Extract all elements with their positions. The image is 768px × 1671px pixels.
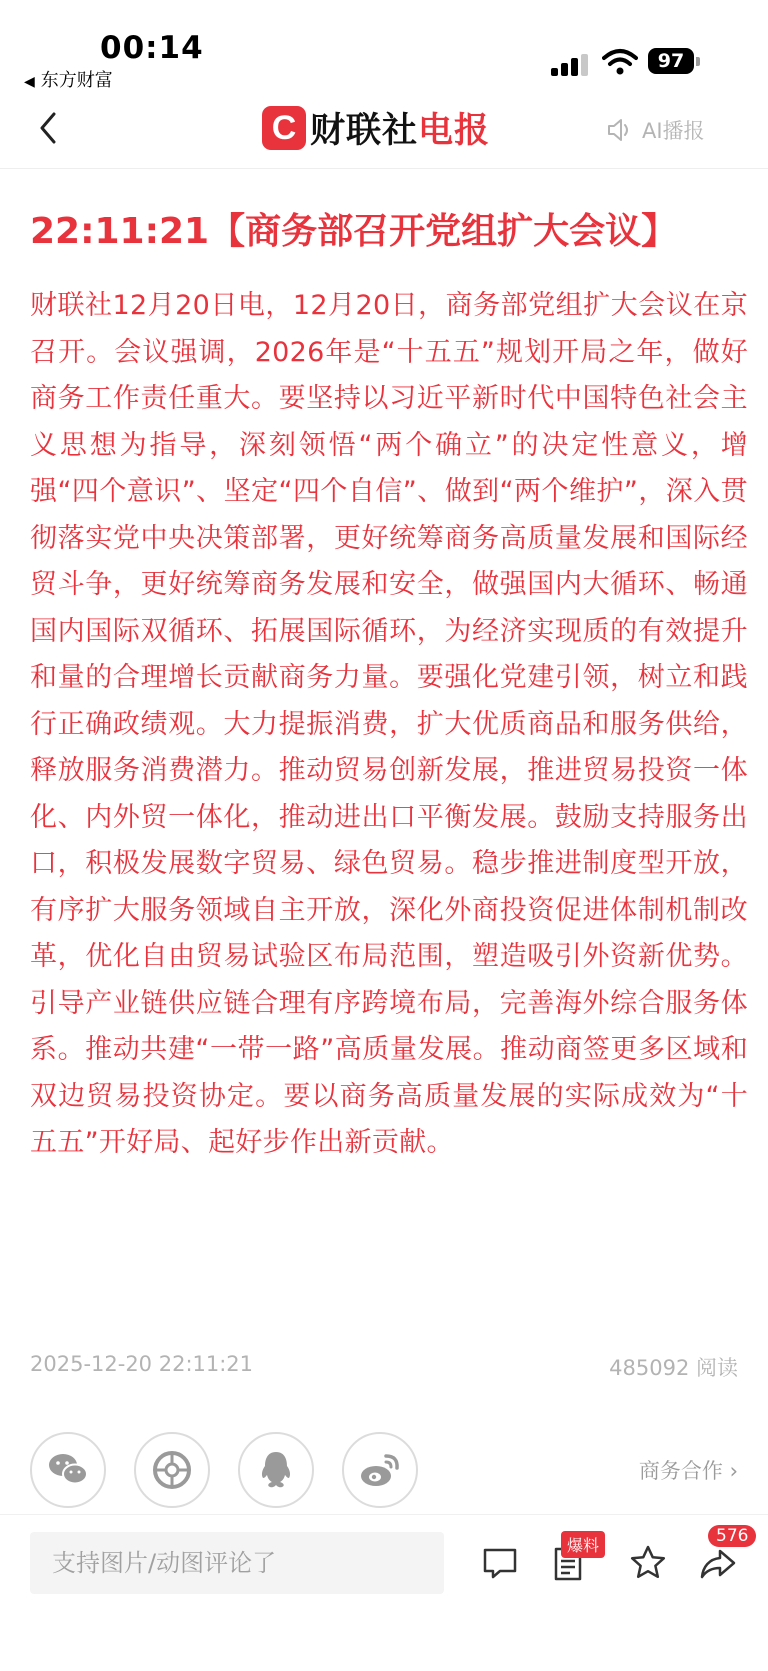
- back-app-label: 东方财富: [40, 70, 113, 91]
- qq-icon: [256, 1448, 296, 1492]
- battery-level: 97: [648, 48, 694, 74]
- comment-input[interactable]: 支持图片/动图评论了: [30, 1532, 444, 1594]
- status-bar: [0, 0, 768, 92]
- wechat-icon: [46, 1450, 90, 1490]
- back-button[interactable]: [30, 106, 70, 150]
- article-headline: 22:11:21【商务部召开党组扩大会议】: [30, 211, 678, 252]
- tip-off-badge: 爆料: [561, 1531, 605, 1558]
- nav-bar: [0, 92, 768, 169]
- weibo-icon: [358, 1450, 402, 1490]
- app-logo: [262, 102, 490, 154]
- back-to-app-link[interactable]: [24, 66, 113, 92]
- share-weibo-button[interactable]: [342, 1432, 418, 1508]
- share-qq-button[interactable]: [238, 1432, 314, 1508]
- ai-broadcast-label: AI播报: [642, 119, 705, 143]
- share-wechat-button[interactable]: [30, 1432, 106, 1508]
- business-cooperation-link[interactable]: 商务合作 ›: [638, 1459, 738, 1483]
- share-moments-button[interactable]: [134, 1432, 210, 1508]
- wifi-icon: [602, 48, 638, 76]
- article-datetime: 2025-12-20 22:11:21: [30, 1352, 254, 1376]
- status-time: 00:14: [100, 30, 204, 66]
- signal-icon: [551, 52, 591, 76]
- battery-icon: [648, 48, 700, 76]
- moments-icon: [150, 1448, 194, 1492]
- star-icon: [628, 1543, 668, 1583]
- share-button[interactable]: [698, 1543, 738, 1583]
- bottom-bar: [0, 1514, 768, 1671]
- speaker-icon: [606, 116, 634, 144]
- logo-text-part2: 电报: [418, 111, 491, 151]
- back-triangle-icon: ◀: [24, 74, 35, 90]
- article-body: 财联社12月20日电，12月20日，商务部党组扩大会议在京召开。会议强调，2026年是“十五五”规划开局之年，做好商务工作责任重大。要坚持以习近平新时代中国特色社会主义思想为指导，深刻领悟“两个确立”的决定性意义，增强“四个意识”、坚定“四个自信”、做到“两个维护”，深入贯彻落实党中央决策部署，更好统筹商务高质量发展和国际经贸斗争，更好统筹商务发展和安全，做强国内大循环、畅通国内国际双循环、拓展国际循环，为经济实现质的有效提升和量的合理增长贡献商务力量。要强化党建引领，树立和践行正确政绩观。大力提振消费，扩大优质商品和服务供给，释放服务消费潜力。推动贸易创新发展，推进贸易投资一体化、内外贸一体化，推动进出口平衡发展。鼓励支持服务出口，积极发展数字贸易、绿色贸易。稳步推进制度型开放，有序扩大服务领域自主开放，深化外商投资促进体制机制改革，优化自由贸易试验区布局范围，塑造吸引外资新优势。引导产业链供应链合理有序跨境布局，完善海外综合服务体系。推动共建“一带一路”高质量发展。推动商签更多区域和双边贸易投资协定。要以商务高质量发展的实际成效为“十五五”开好局、起好步作出新贡献。: [30, 290, 748, 1158]
- ai-broadcast-button[interactable]: [606, 114, 705, 146]
- comment-button[interactable]: [480, 1543, 520, 1583]
- chevron-left-icon: [30, 106, 70, 150]
- logo-text-part1: 财联社: [310, 111, 419, 151]
- favorite-button[interactable]: [628, 1543, 668, 1583]
- share-count-badge: 576: [708, 1525, 756, 1547]
- logo-text: [310, 103, 490, 153]
- read-count: 485092 阅读: [609, 1356, 738, 1380]
- logo-mark-icon: C: [262, 106, 306, 150]
- share-arrow-icon: [698, 1543, 738, 1583]
- comment-icon: [480, 1543, 520, 1583]
